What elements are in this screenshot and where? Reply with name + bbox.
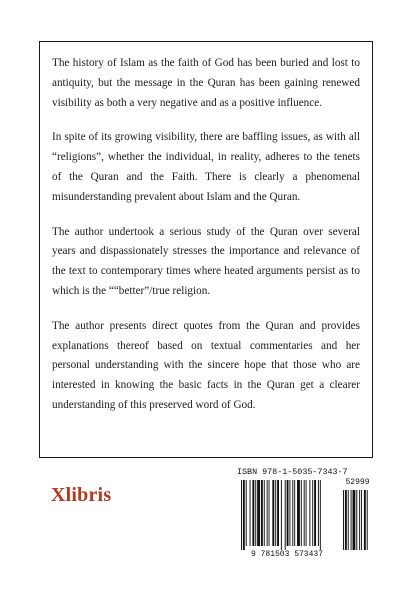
barcode-bar	[306, 480, 307, 546]
barcode-bar	[297, 480, 300, 546]
barcode-bar	[241, 480, 242, 550]
barcode-bar	[281, 480, 282, 550]
barcode-bar	[285, 480, 286, 550]
barcode-bar	[252, 480, 254, 546]
blurb-paragraph-4: The author presents direct quotes from the Quran and provides explanations thereof based on textual commentaries and her personal understanding with the sincere hope that those who are interested in knowing the basic facts in the Quran get a clearer understanding of this preserved word of God.	[52, 319, 360, 411]
addon-bar	[351, 490, 352, 550]
addon-bar	[359, 490, 360, 550]
addon-bar	[367, 490, 368, 550]
addon-bar	[343, 490, 344, 550]
barcode-bar	[287, 480, 289, 546]
barcode-bar	[320, 480, 321, 550]
publisher-logo: Xlibris	[51, 484, 112, 506]
barcode-bar	[277, 480, 279, 546]
barcode-bar	[304, 480, 305, 546]
barcode-bar	[264, 480, 265, 546]
addon-bar	[356, 490, 357, 550]
barcode-bar	[292, 480, 293, 546]
addon-bar	[364, 490, 366, 550]
barcode-bar	[301, 480, 302, 546]
barcode-graphic	[237, 480, 373, 552]
barcode-bar	[269, 480, 270, 546]
isbn-barcode-block	[237, 467, 373, 563]
addon-bar	[361, 490, 362, 550]
barcode-bar	[309, 480, 310, 546]
barcode-bar	[314, 480, 316, 546]
barcode-bar	[250, 480, 251, 546]
blurb-paragraph-3: The author undertook a serious study of the Quran over several years and dispassionately stresses the importance and relevance of the text to contemporary times where heated arguments persist as to which is the ““better”/true religion.	[52, 225, 360, 297]
barcode-bar	[294, 480, 295, 546]
barcode-digits: 9 781503 573437	[250, 550, 323, 559]
barcode-bar	[246, 480, 247, 546]
blurb-paragraph-1: The history of Islam as the faith of God has been buried and lost to antiquity, but the message in the Quran has been gaining renewed visibility as both a very negative and as a positive influence.	[52, 57, 360, 109]
addon-bar	[345, 490, 347, 550]
blurb-paragraph-2: In spite of its growing visibility, there are baffling issues, as with all “religions”, whether the individual, in reality, adheres to the tenets of the Quran and the Faith. There is clearly a phenomenal misunderstanding prevalent about Islam and the Quran.	[52, 131, 360, 203]
barcode-bar	[312, 480, 313, 546]
blurb-box	[39, 41, 373, 458]
barcode-bar	[275, 480, 276, 546]
addon-digits: 52999	[345, 478, 370, 487]
barcode-bar	[257, 480, 260, 546]
isbn-label: ISBN 978-1-5035-7343-7	[237, 467, 348, 477]
barcode-bar	[243, 480, 245, 550]
barcode-bar	[261, 480, 263, 546]
addon-bar	[353, 490, 356, 550]
barcode-bar	[255, 480, 256, 546]
barcode-bar	[272, 480, 274, 546]
barcode-bar	[318, 480, 319, 546]
addon-bar	[348, 490, 349, 550]
barcode-bar	[289, 480, 290, 546]
barcode-bar	[267, 480, 268, 546]
